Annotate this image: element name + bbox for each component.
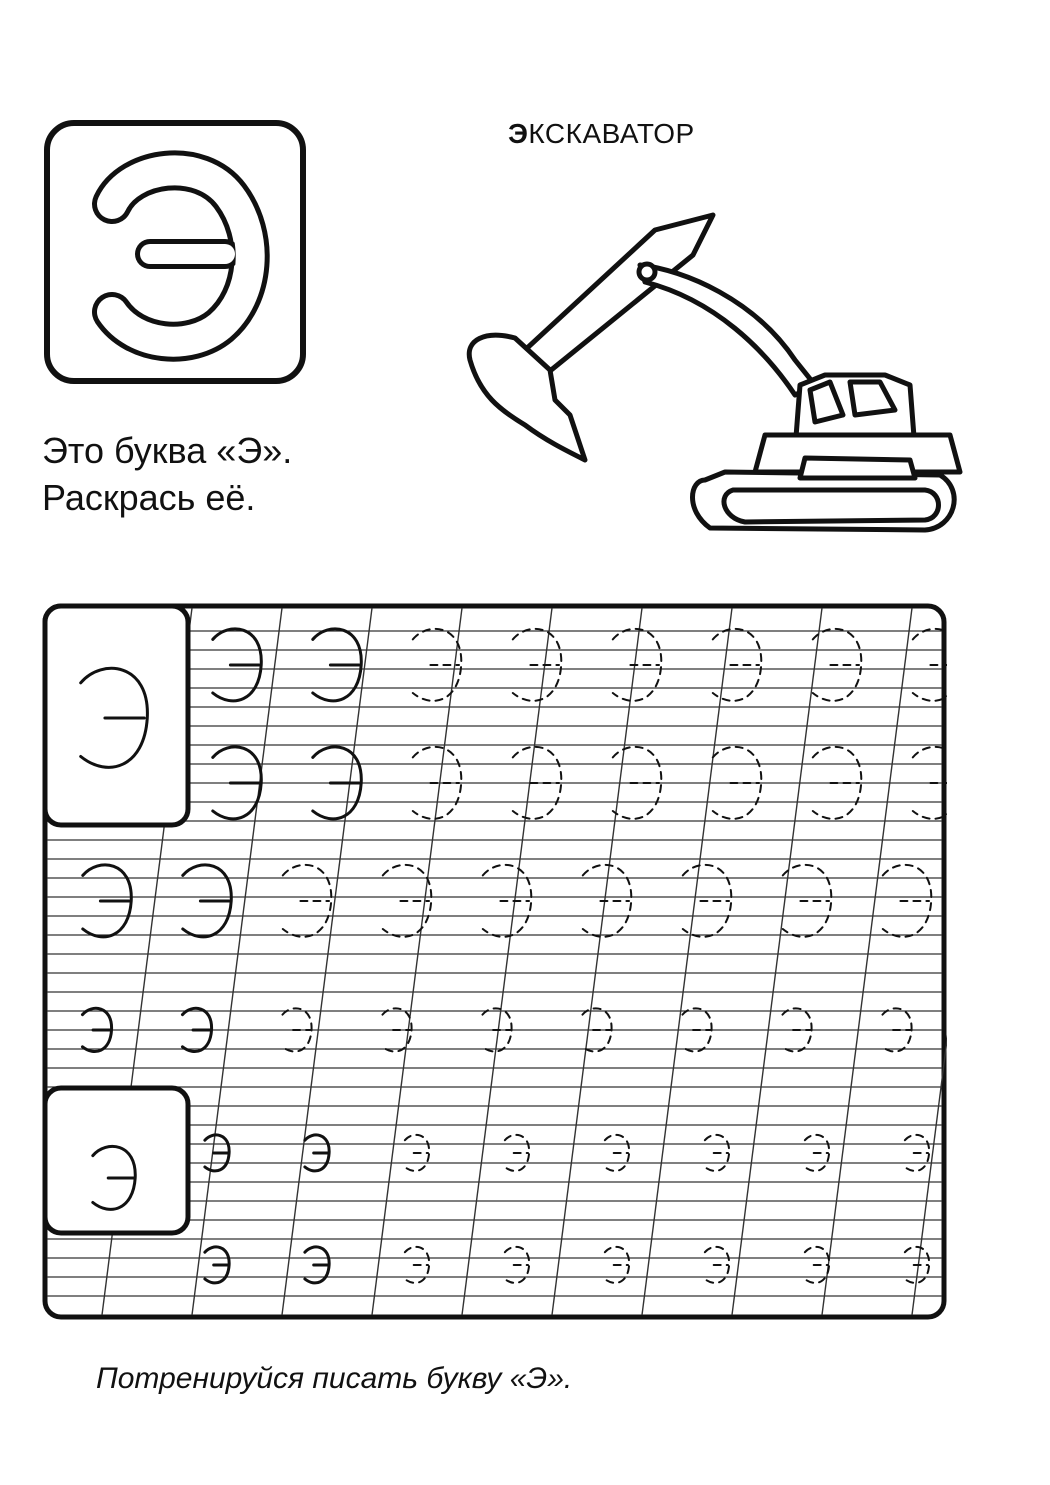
instruction-line-2: Раскрась её. [42, 477, 256, 518]
excavator-icon [455, 210, 975, 550]
outlined-letter-e-reversed-icon [50, 126, 300, 378]
letter-coloring-frame [44, 120, 306, 384]
practice-grid-drawing [42, 603, 947, 1320]
picture-word [508, 118, 695, 150]
instruction-line-1: Это буква «Э». [42, 430, 293, 471]
sample-box-capital [45, 606, 188, 825]
practice-instruction: Потренируйся писать букву «Э». [96, 1362, 573, 1395]
word-rest: КСКАВАТОР [528, 118, 695, 149]
word-first-letter: Э [508, 118, 529, 149]
handwriting-practice-grid [42, 603, 947, 1320]
sample-box-small [45, 1088, 188, 1233]
